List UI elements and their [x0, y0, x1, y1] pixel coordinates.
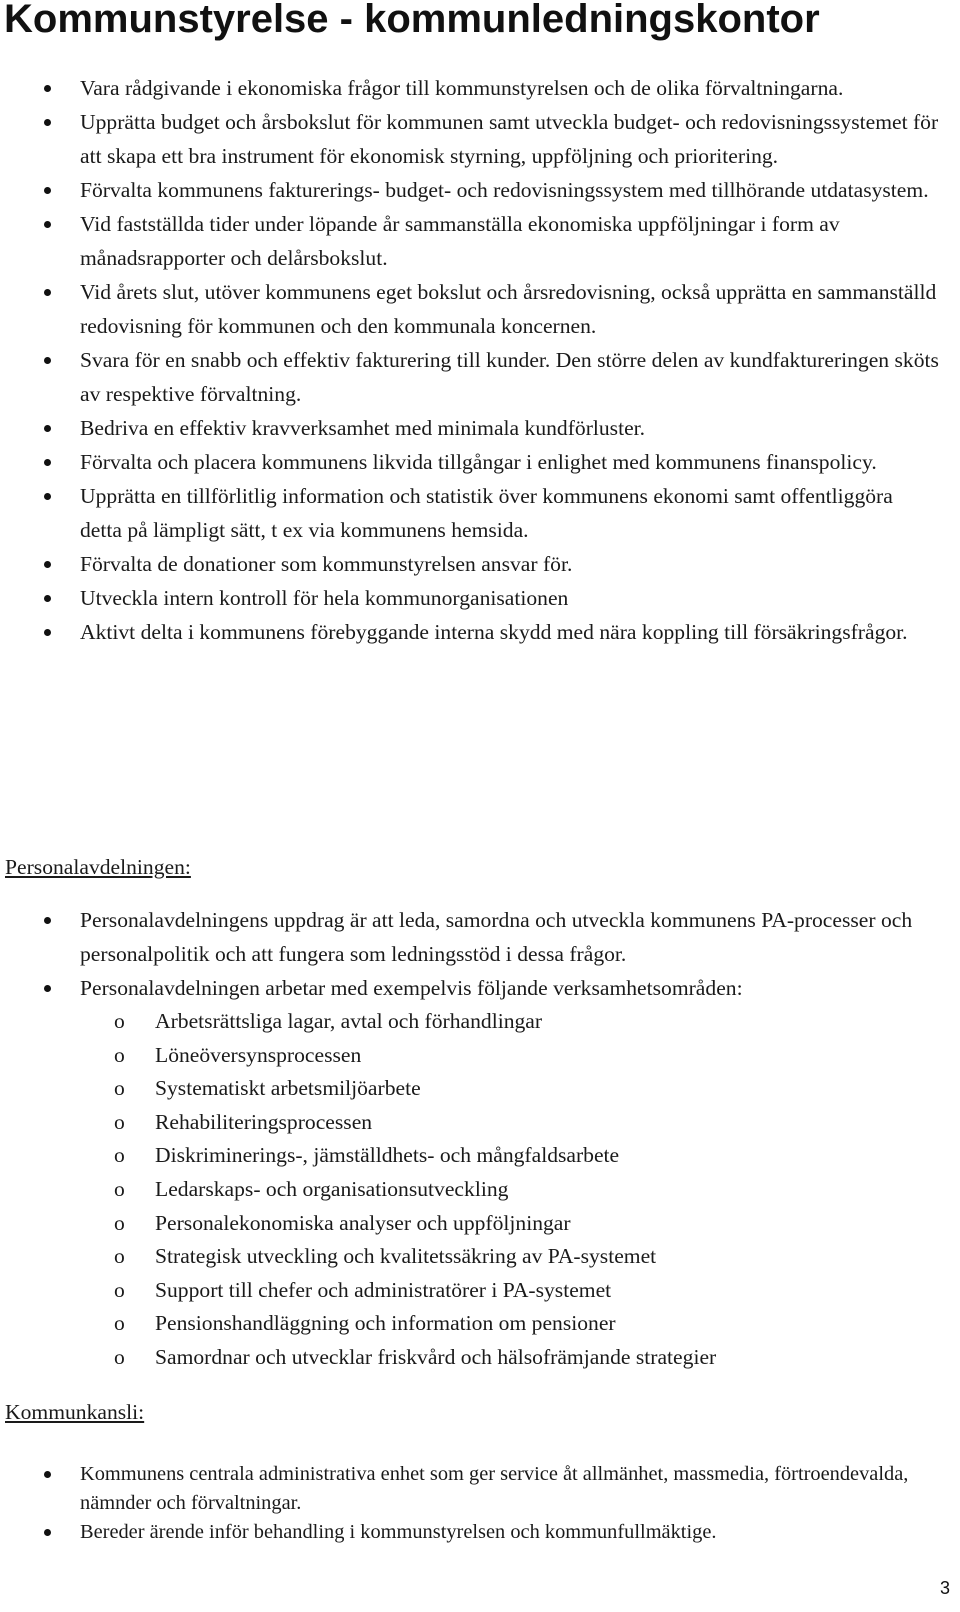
sub-list-item-text: Systematiskt arbetsmiljöarbete: [155, 1076, 421, 1101]
personal-list: [0, 903, 940, 1375]
bullet-icon: [44, 629, 51, 636]
section-heading-kommunkansli: Kommunkansli:: [5, 1400, 145, 1424]
sub-list-item-text: Ledarskaps- och organisationsutveckling: [155, 1176, 509, 1201]
circle-bullet-icon: o: [114, 1042, 125, 1067]
kansli-list: [0, 1460, 940, 1547]
sub-list-item-text: Strategisk utveckling och kvalitetssäkring av PA-systemet: [155, 1244, 657, 1269]
list-item: [0, 275, 940, 343]
list-item: [0, 411, 940, 445]
circle-bullet-icon: o: [114, 1009, 125, 1033]
circle-bullet-icon: o: [114, 1344, 125, 1369]
list-item-text: Förvalta kommunens fakturerings- budget- och redovisningssystem med tillhörande utdatasystem.: [80, 178, 929, 202]
sub-list-item-text: Samordnar och utvecklar friskvård och hälsofrämjande strategier: [155, 1344, 717, 1369]
bullet-icon: [44, 1529, 51, 1536]
sub-list: [80, 1005, 940, 1375]
section-heading-personalavdelningen: Personalavdelningen:: [5, 855, 191, 879]
bullet-icon: [44, 289, 51, 296]
sub-list-item-text: Support till chefer och administratörer i PA-systemet: [155, 1277, 612, 1302]
list-item-text: Förvalta de donationer som kommunstyrelsen ansvar för.: [80, 552, 573, 576]
list-item-text: Personalavdelningen arbetar med exempelvis följande verksamhetsområden:: [80, 976, 743, 1000]
sub-list-item: [78, 1207, 938, 1241]
list-item: [0, 581, 940, 615]
list-item: [0, 173, 940, 207]
sub-list-item-text: Pensionshandläggning och information om pensioner: [155, 1311, 616, 1336]
list-item-text: Aktivt delta i kommunens förebyggande interna skydd med nära koppling till försäkringsfrågor.: [80, 620, 908, 644]
bullet-icon: [44, 493, 51, 500]
sub-list-item: [78, 1307, 938, 1341]
bullet-icon: [44, 985, 51, 992]
list-item-text: Vara rådgivande i ekonomiska frågor till kommunstyrelsen och de olika förvaltningarna.: [80, 76, 844, 100]
circle-bullet-icon: o: [114, 1176, 125, 1201]
circle-bullet-icon: o: [114, 1210, 125, 1235]
kommunstyrelse-list: [0, 71, 940, 649]
list-item: [0, 207, 940, 275]
list-item: [0, 615, 940, 649]
sub-list-item: [78, 1341, 938, 1375]
list-item-text: Förvalta och placera kommunens likvida tillgångar i enlighet med kommunens finanspolicy.: [80, 450, 877, 474]
sub-list-item-text: Löneöversynsprocessen: [155, 1042, 362, 1067]
list-item: [0, 547, 940, 581]
bullet-icon: [44, 917, 51, 924]
bullet-icon: [44, 119, 51, 126]
list-item: [0, 343, 940, 411]
sub-list-item: [78, 1039, 938, 1073]
sub-list-item: [78, 1106, 938, 1140]
sub-list-item-text: Rehabiliteringsprocessen: [155, 1109, 373, 1134]
list-item-text: Bereder ärende inför behandling i kommunstyrelsen och kommunfullmäktige.: [80, 1521, 717, 1543]
circle-bullet-icon: o: [114, 1109, 125, 1134]
list-item: [0, 445, 940, 479]
list-item-text: Upprätta en tillförlitlig information och statistik över kommunens ekonomi samt offentliggöra detta på lämpligt sätt, t ex via kommunens hemsida.: [80, 484, 893, 542]
list-item-text: Vid årets slut, utöver kommunens eget bokslut och årsredovisning, också upprätta en sammanställd redovisning för kommunen och den kommunala koncernen.: [80, 280, 937, 338]
bullet-icon: [44, 425, 51, 432]
list-item-text: Personalavdelningens uppdrag är att leda, samordna och utveckla kommunens PA-processer och personalpolitik och att fungera som ledningsstöd i dessa frågor.: [80, 908, 913, 966]
page-number: 3: [939, 1578, 950, 1598]
list-item: [0, 71, 940, 105]
list-item-text: Kommunens centrala administrativa enhet som ger service åt allmänhet, massmedia, förtroendevalda, nämnder och förvaltningar.: [80, 1463, 909, 1514]
circle-bullet-icon: o: [114, 1277, 125, 1302]
list-item: [0, 479, 940, 547]
sub-list-item: [78, 1274, 938, 1308]
list-item: [0, 1460, 940, 1518]
sub-list-item: [78, 1139, 938, 1173]
bullet-icon: [44, 221, 51, 228]
list-item: [0, 105, 940, 173]
list-item: [0, 971, 940, 1375]
page-title: Kommunstyrelse - kommunledningskontor: [4, 0, 820, 41]
circle-bullet-icon: o: [114, 1311, 125, 1336]
bullet-icon: [44, 1471, 51, 1478]
bullet-icon: [44, 85, 51, 92]
bullet-icon: [44, 357, 51, 364]
bullet-icon: [44, 187, 51, 194]
sub-list-item-text: Personalekonomiska analyser och uppföljningar: [155, 1210, 571, 1235]
list-item-text: Utveckla intern kontroll för hela kommunorganisationen: [80, 586, 569, 610]
list-item-text: Svara för en snabb och effektiv fakturering till kunder. Den större delen av kundfaktureringen sköts av respektive förvaltning.: [80, 348, 939, 406]
sub-list-item: [78, 1072, 938, 1106]
list-item-text: Bedriva en effektiv kravverksamhet med minimala kundförluster.: [80, 416, 646, 440]
bullet-icon: [44, 459, 51, 466]
list-item-text: Vid fastställda tider under löpande år sammanställa ekonomiska uppföljningar i form av månadsrapporter och delårsbokslut.: [80, 212, 840, 270]
bullet-icon: [44, 595, 51, 602]
circle-bullet-icon: o: [114, 1076, 125, 1101]
sub-list-item: [78, 1173, 938, 1207]
sub-list-item: [78, 1240, 938, 1274]
sub-list-item: [78, 1005, 938, 1039]
circle-bullet-icon: o: [114, 1244, 125, 1269]
bullet-icon: [44, 561, 51, 568]
circle-bullet-icon: o: [114, 1143, 125, 1168]
list-item-text: Upprätta budget och årsbokslut för kommunen samt utveckla budget- och redovisningssystemet för att skapa ett bra instrument för ekonomisk styrning, uppföljning och prioritering.: [80, 110, 939, 168]
list-item: [0, 1518, 940, 1547]
sub-list-item-text: Diskriminerings-, jämställdhets- och mångfaldsarbete: [155, 1143, 620, 1168]
sub-list-item-text: Arbetsrättsliga lagar, avtal och förhandlingar: [155, 1009, 543, 1033]
list-item: [0, 903, 940, 971]
